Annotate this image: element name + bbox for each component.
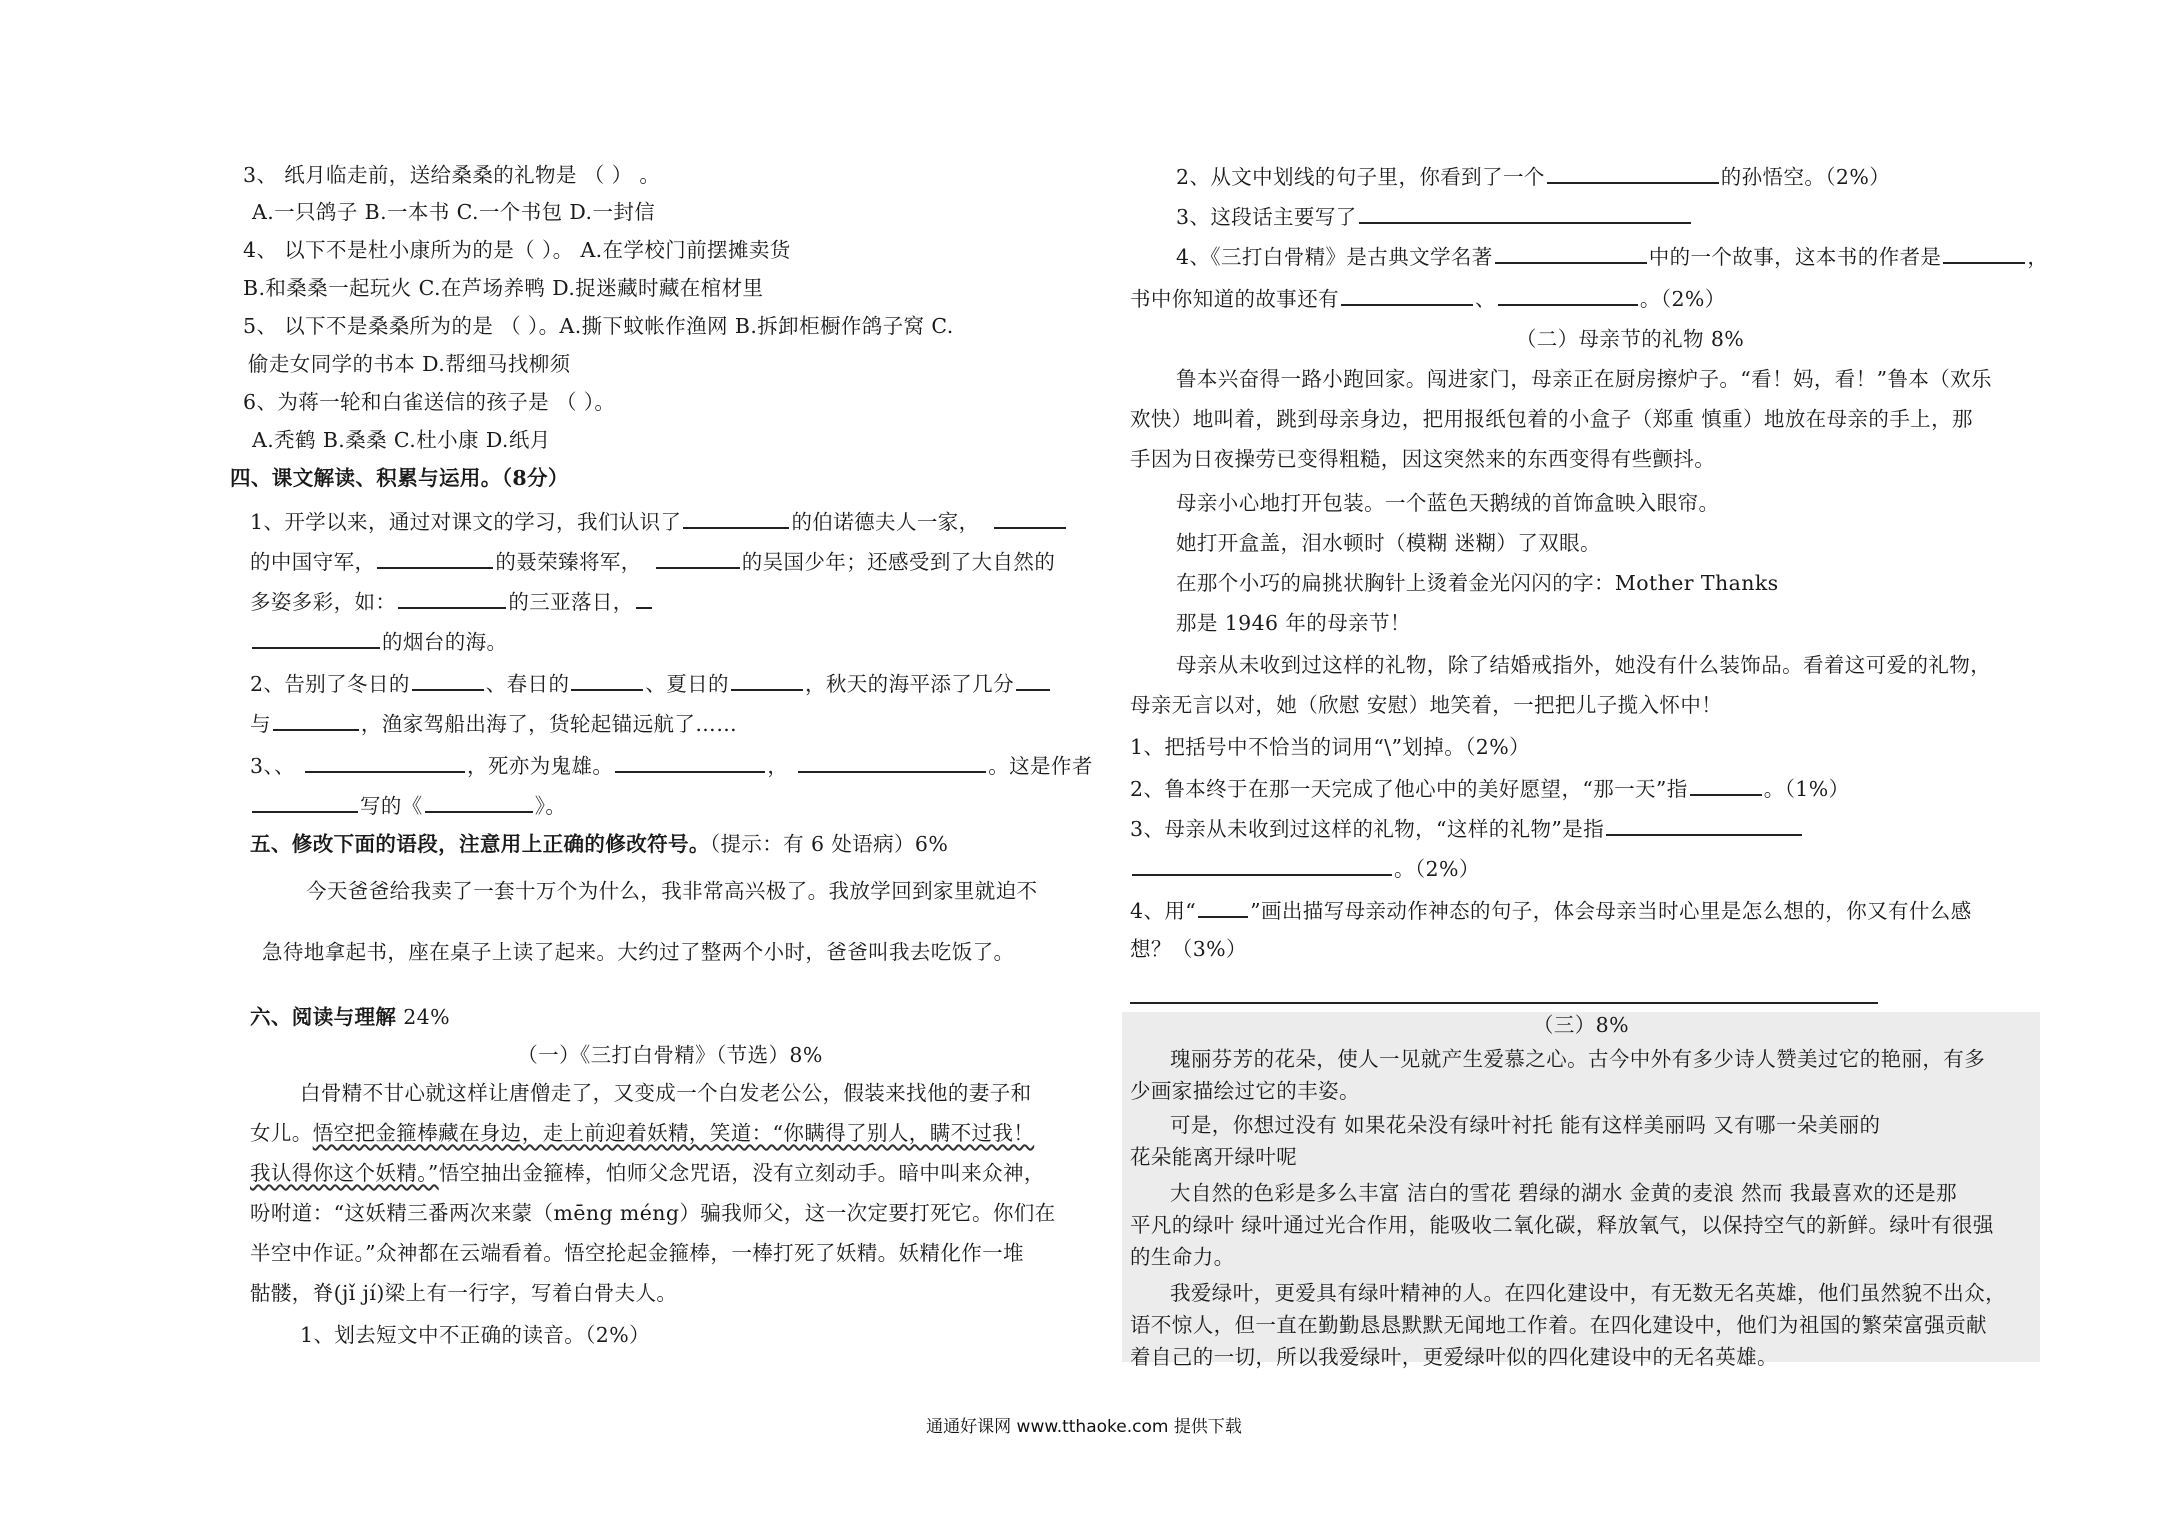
reading-2-q3-line2: 。（2%） <box>1130 852 1480 884</box>
s4-q3-line1: 3、、 ，死亦为鬼雄。 ， 。这是作者 <box>250 749 1093 781</box>
reading-3-p1-line2: 少画家描绘过它的丰姿。 <box>1130 1079 1360 1103</box>
answer-blank[interactable] <box>252 625 380 649</box>
question-4: 4、 以下不是杜小康所为的是（ ）。 A.在学校门前摆摊卖货 <box>243 238 791 262</box>
reading-1-line-1: 白骨精不甘心就这样让唐僧走了，又变成一个白发老公公，假装来找他的妻子和 <box>300 1081 1032 1105</box>
reading-1-line-2: 女儿。悟空把金箍棒藏在身边，走上前迎着妖精，笑道：“你瞒得了别人，瞒不过我！ <box>250 1121 1035 1145</box>
answer-line[interactable] <box>1130 1002 1878 1004</box>
answer-blank[interactable] <box>1606 812 1802 836</box>
reading-1-q2: 2、从文中划线的句子里，你看到了一个 的孙悟空。（2%） <box>1176 160 1890 192</box>
reading-2-q3-line1: 3、母亲从未收到过这样的礼物，“这样的礼物”是指 <box>1130 812 1804 844</box>
answer-blank[interactable] <box>731 667 803 691</box>
answer-blank[interactable] <box>305 749 465 773</box>
question-6-options: A.秃鹤 B.桑桑 C.杜小康 D.纸月 <box>252 428 551 452</box>
reading-3-p3-line2: 平凡的绿叶 绿叶通过光合作用，能吸收二氧化碳，释放氧气，以保持空气的新鲜。绿叶有很强 <box>1130 1213 1994 1237</box>
s4-q2-line2: 与 ，渔家驾船出海了，货轮起锚远航了…… <box>250 707 737 739</box>
s4-q1-line1: 1、开学以来，通过对课文的学习，我们认识了 的伯诺德夫人一家， <box>250 505 1068 537</box>
section-5-title-line <box>250 829 948 859</box>
reading-3-p3-line3: 的生命力。 <box>1130 1245 1235 1269</box>
section-5-para-2: 急待地拿起书，座在桌子上读了起来。大约过了整两个小时，爸爸叫我去吃饭了。 <box>262 940 1015 964</box>
reading-2-p1-line3: 手因为日夜操劳已变得粗糙，因这突然来的东西变得有些颤抖。 <box>1130 447 1716 471</box>
s4-q1-line3: 多姿多彩，如： 的三亚落日， <box>250 585 654 617</box>
reading-3-p4-line1: 我爱绿叶，更爱具有绿叶精神的人。在四化建设中，有无数无名英雄，他们虽然貌不出众， <box>1170 1281 2006 1305</box>
reading-2-q1: 1、把括号中不恰当的词用“\”划掉。（2%） <box>1130 735 1530 759</box>
answer-blank[interactable] <box>1690 772 1762 796</box>
answer-blank[interactable] <box>1498 282 1638 306</box>
answer-blank[interactable] <box>273 707 359 731</box>
reading-3-p2-line2: 花朵能离开绿叶呢 <box>1130 1145 1298 1169</box>
reading-1-q4-line1: 4、《三打白骨精》是古典文学名著 中的一个故事，这本书的作者是 ， <box>1176 240 2048 272</box>
answer-blank[interactable] <box>1495 240 1647 264</box>
reading-1-line-3: 我认得你这个妖精。”悟空抽出金箍棒，怕师父念咒语，没有立刻动手。暗中叫来众神， <box>250 1161 1045 1185</box>
s4-q1-line2: 的中国守军， 的聂荣臻将军， 的吴国少年；还感受到了大自然的 <box>250 545 1055 577</box>
section-5-para-1: 今天爸爸给我卖了一套十万个为什么，我非常高兴极了。我放学回到家里就迫不 <box>306 879 1038 903</box>
reading-3-p1-line1: 瑰丽芬芳的花朵，使人一见就产生爱慕之心。古今中外有多少诗人赞美过它的艳丽，有多 <box>1170 1047 1986 1071</box>
answer-blank[interactable] <box>252 789 358 813</box>
answer-blank[interactable] <box>398 585 506 609</box>
answer-blank[interactable] <box>656 545 740 569</box>
underline-sample <box>1198 894 1248 918</box>
answer-blank[interactable] <box>412 667 484 691</box>
reading-1-q1: 1、划去短文中不正确的读音。（2%） <box>300 1323 651 1347</box>
reading-3-p2-line1: 可是，你想过没有 如果花朵没有绿叶衬托 能有这样美丽吗 又有哪一朵美丽的 <box>1170 1113 1881 1137</box>
reading-2-p6-line1: 母亲从未收到过这样的礼物，除了结婚戒指外，她没有什么装饰品。看着这可爱的礼物， <box>1176 653 1992 677</box>
reading-2-p5: 那是 1946 年的母亲节！ <box>1176 611 1411 635</box>
question-3: 3、 纸月临走前，送给桑桑的礼物是 （ ） 。 <box>243 163 661 187</box>
answer-blank[interactable] <box>1016 667 1050 691</box>
s4-q3-line2: 写的《 》。 <box>250 789 566 821</box>
s4-q2-line1: 2、告别了冬日的 、春日的 、夏日的 ，秋天的海平添了几分 <box>250 667 1052 699</box>
reading-2-p1-line1: 鲁本兴奋得一路小跑回家。闯进家门，母亲正在厨房擦炉子。“看！妈，看！”鲁本（欢乐 <box>1176 367 1992 391</box>
reading-3-p4-line2: 语不惊人，但一直在勤勤恳恳默默无闻地工作着。在四化建设中，他们为祖国的繁荣富强贡献 <box>1130 1313 1987 1337</box>
page-footer: 通通好课网 www.tthaoke.com 提供下载 <box>926 1417 1242 1437</box>
question-6: 6、为蒋一轮和白雀送信的孩子是 （ ）。 <box>243 390 616 414</box>
reading-2-p6-line2: 母亲无言以对，她（欣慰 安慰）地笑着，一把把儿子揽入怀中！ <box>1130 693 1723 717</box>
question-5: 5、 以下不是桑桑所为的是 （ ）。A.撕下蚊帐作渔网 B.拆卸柜橱作鸽子窝 C. <box>243 314 954 338</box>
answer-blank[interactable] <box>377 545 493 569</box>
section-4-title: 四、课文解读、积累与运用。（8分） <box>230 466 569 490</box>
reading-1-q3: 3、这段话主要写了 <box>1176 200 1693 232</box>
underlined-sentence: 我认得你这个妖精。” <box>250 1161 439 1185</box>
answer-blank[interactable] <box>798 749 986 773</box>
answer-blank[interactable] <box>1547 160 1719 184</box>
section-5-hint: （提示：有 6 处语病）6% <box>709 832 949 856</box>
answer-blank[interactable] <box>1132 852 1392 876</box>
question-4-options: B.和桑桑一起玩火 C.在芦场养鸭 D.捉迷藏时藏在棺材里 <box>243 276 764 300</box>
section-6-title: 六、阅读与理解 <box>250 1005 397 1029</box>
reading-2-q4-line1: 4、用“ ”画出描写母亲动作神态的句子，体会母亲当时心里是怎么想的，你又有什么感 <box>1130 894 1972 926</box>
reading-2-title: （二）母亲节的礼物 8% <box>1515 327 1745 351</box>
reading-1-line-4: 吩咐道：“这妖精三番两次来蒙（mēng méng）骗我师父，这一次定要打死它。你们在 <box>250 1201 1056 1225</box>
reading-1-line-5: 半空中作证。”众神都在云端看着。悟空抡起金箍棒，一棒打死了妖精。妖精化作一堆 <box>250 1241 1024 1265</box>
answer-blank[interactable] <box>425 789 533 813</box>
section-6-pct: 24% <box>403 1005 450 1029</box>
reading-3-p3-line1: 大自然的色彩是多么丰富 洁白的雪花 碧绿的湖水 金黄的麦浪 然而 我最喜欢的还是那 <box>1170 1181 1957 1205</box>
reading-2-p1-line2: 欢快）地叫着，跳到母亲身边，把用报纸包着的小盒子（郑重 慎重）地放在母亲的手上，那 <box>1130 407 1973 431</box>
reading-2-p2: 母亲小心地打开包装。一个蓝色天鹅绒的首饰盒映入眼帘。 <box>1176 491 1720 515</box>
section-5-title: 五、修改下面的语段，注意用上正确的修改符号。 <box>250 832 710 856</box>
reading-1-title: （一）《三打白骨精》（节选）8% <box>517 1043 823 1067</box>
answer-blank[interactable] <box>615 749 765 773</box>
answer-blank[interactable] <box>683 505 789 529</box>
reading-2-q2: 2、鲁本终于在那一天完成了他心中的美好愿望，“那一天”指 。（1%） <box>1130 772 1849 804</box>
answer-blank[interactable] <box>1341 282 1473 306</box>
question-3-options: A.一只鸽子 B.一本书 C.一个书包 D.一封信 <box>252 200 656 224</box>
reading-3-p4-line3: 着自己的一切，所以我爱绿叶，更爱绿叶似的四化建设中的无名英雄。 <box>1130 1345 1778 1369</box>
answer-blank[interactable] <box>994 505 1066 529</box>
answer-blank[interactable] <box>1943 240 2025 264</box>
question-5-cont: 偷走女同学的书本 D.帮细马找柳须 <box>248 352 571 376</box>
reading-2-q4-line2: 想？（3%） <box>1130 937 1247 961</box>
s4-q1-line4: 的烟台的海。 <box>250 625 507 657</box>
answer-blank[interactable] <box>1359 200 1691 224</box>
section-6-title-line <box>250 1002 450 1032</box>
answer-blank[interactable] <box>571 667 643 691</box>
reading-2-p4: 在那个小巧的扁挑状胸针上烫着金光闪闪的字：Mother Thanks <box>1176 571 1779 595</box>
reading-3-title: （三）8% <box>1532 1013 1630 1037</box>
reading-2-p3: 她打开盒盖，泪水顿时（模糊 迷糊）了双眼。 <box>1176 531 1601 555</box>
reading-1-line-6: 骷髅，脊(jǐ jí)梁上有一行字，写着白骨夫人。 <box>250 1281 678 1305</box>
reading-1-q4-line2: 书中你知道的故事还有 、 。（2%） <box>1130 282 1726 314</box>
underlined-sentence: 悟空把金箍棒藏在身边，走上前迎着妖精，笑道：“你瞒得了别人，瞒不过我！ <box>312 1121 1035 1145</box>
answer-blank[interactable] <box>636 585 652 609</box>
